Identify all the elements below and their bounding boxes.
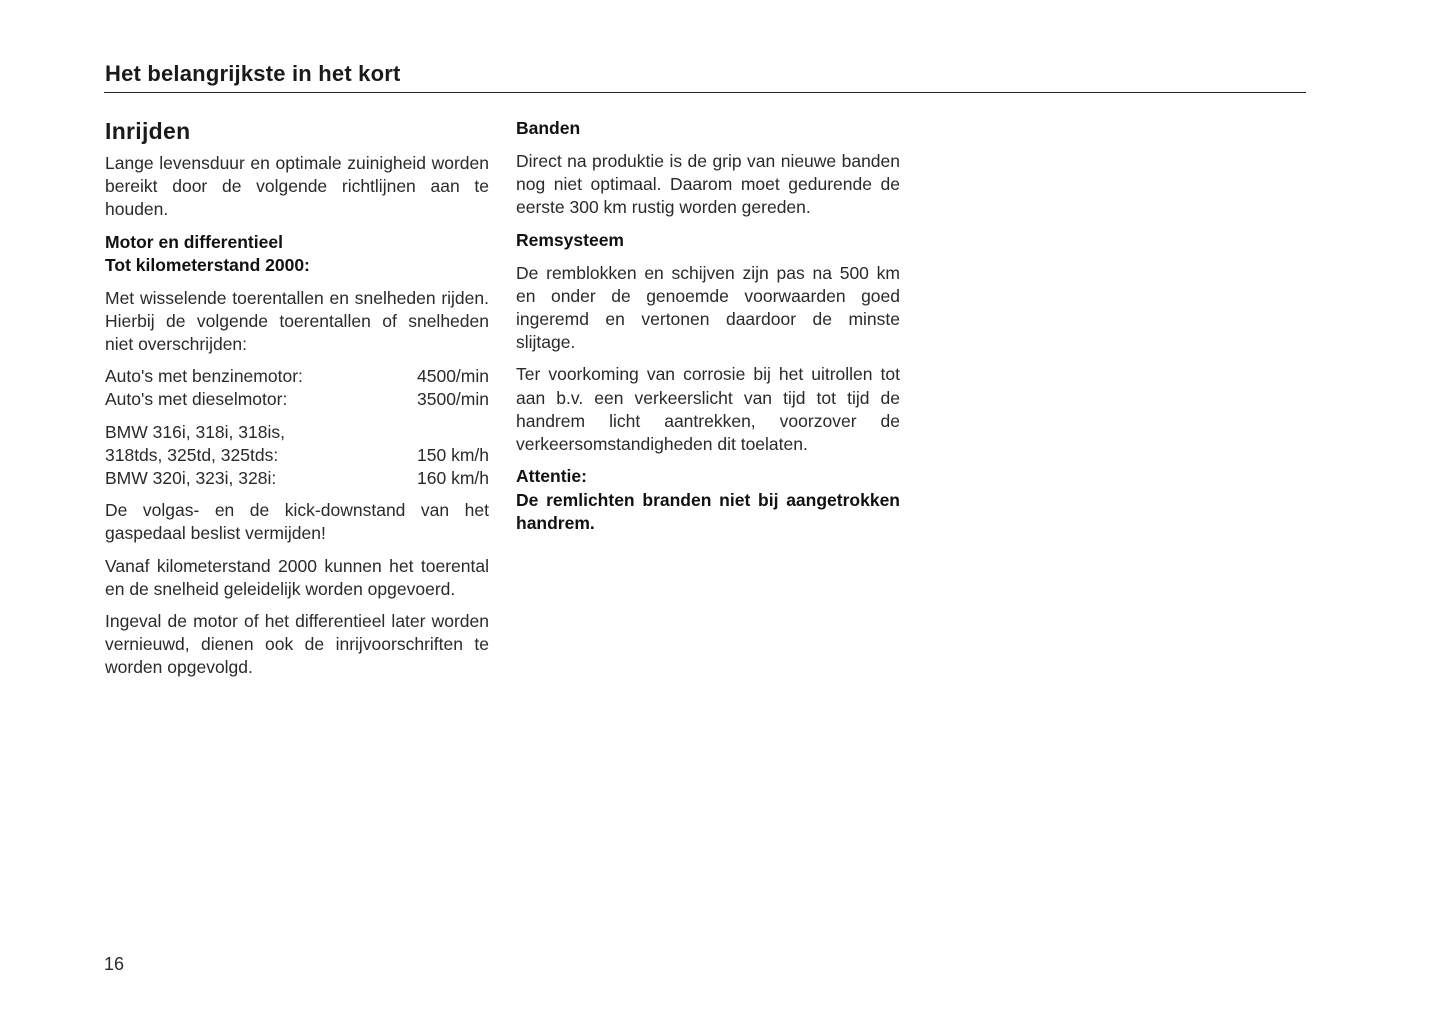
speed-limits-table [105,421,489,491]
speed-value: 150 km/h [417,444,489,465]
renewed-parts-paragraph: Ingeval de motor of het differentieel later worden vernieuwd, dienen ook de inrijvoorschriften te worden opgevolgd. [105,611,489,678]
brakes-paragraph: De remblokken en schijven zijn pas na 500 km en onder de genoemde voorwaarden goed ingeremd en vertonen daardoor de minste slijtage. [516,262,900,353]
subheading-motor [105,231,489,277]
attention-label: Attentie: [516,466,587,487]
attention-block [516,465,900,536]
attention-text: De remlichten branden niet bij aangetrokken handrem. [516,489,900,534]
section-heading-banden: Banden [516,118,581,138]
page-number: 16 [104,954,125,974]
after-2000-paragraph: Vanaf kilometerstand 2000 kunnen het toerental en de snelheid geleidelijk worden opgevoerd. [105,555,489,599]
rpm-limits-table [105,365,489,411]
speed-value: 160 km/h [417,468,489,489]
header-rule [104,92,1306,93]
tyres-paragraph: Direct na produktie is de grip van nieuwe banden nog niet optimaal. Daarom moet gedurende de eerste 300 km rustig worden gereden. [516,151,900,218]
rpm-label: Auto's met benzinemotor: [105,366,303,387]
left-column [105,116,489,689]
table-row [105,421,489,467]
kickdown-paragraph: De volgas- en de kick-downstand van het gaspedaal beslist vermijden! [105,500,489,544]
speed-label [105,421,379,467]
intro-paragraph: Lange levensduur en optimale zuinigheid worden bereikt door de volgende richtlijnen aan te houden. [105,153,489,220]
table-row [105,467,489,490]
speed-label: BMW 320i, 323i, 328i: [105,468,277,489]
rpm-instruction-paragraph: Met wisselende toerentallen en snelheden rijden. Hierbij de volgende toerentallen of snelheden niet overschrijden: [105,287,489,355]
right-column [516,116,900,536]
rpm-label: Auto's met dieselmotor: [105,389,288,410]
subheading-line-2: Tot kilometerstand 2000: [105,254,310,275]
subheading-line-1: Motor en differentieel [105,231,283,252]
page-header [104,60,1306,93]
section-heading-remsysteem: Remsysteem [516,229,624,250]
page-title: Het belangrijkste in het kort [105,61,401,86]
speed-label-line-1: BMW 316i, 318i, 318is, [105,421,285,442]
speed-label-line-2: 318tds, 325td, 325tds: [105,444,279,465]
rpm-value: 4500/min [417,366,489,387]
table-row [105,388,489,411]
rpm-value: 3500/min [417,389,489,410]
section-heading-inrijden: Inrijden [105,118,191,144]
table-row [105,365,489,388]
corrosion-paragraph: Ter voorkoming van corrosie bij het uitrollen tot aan b.v. een verkeerslicht van tijd tot tijd de handrem licht aantrekken, voorzover de verkeersomstandigheden dit toelaten. [516,364,900,455]
